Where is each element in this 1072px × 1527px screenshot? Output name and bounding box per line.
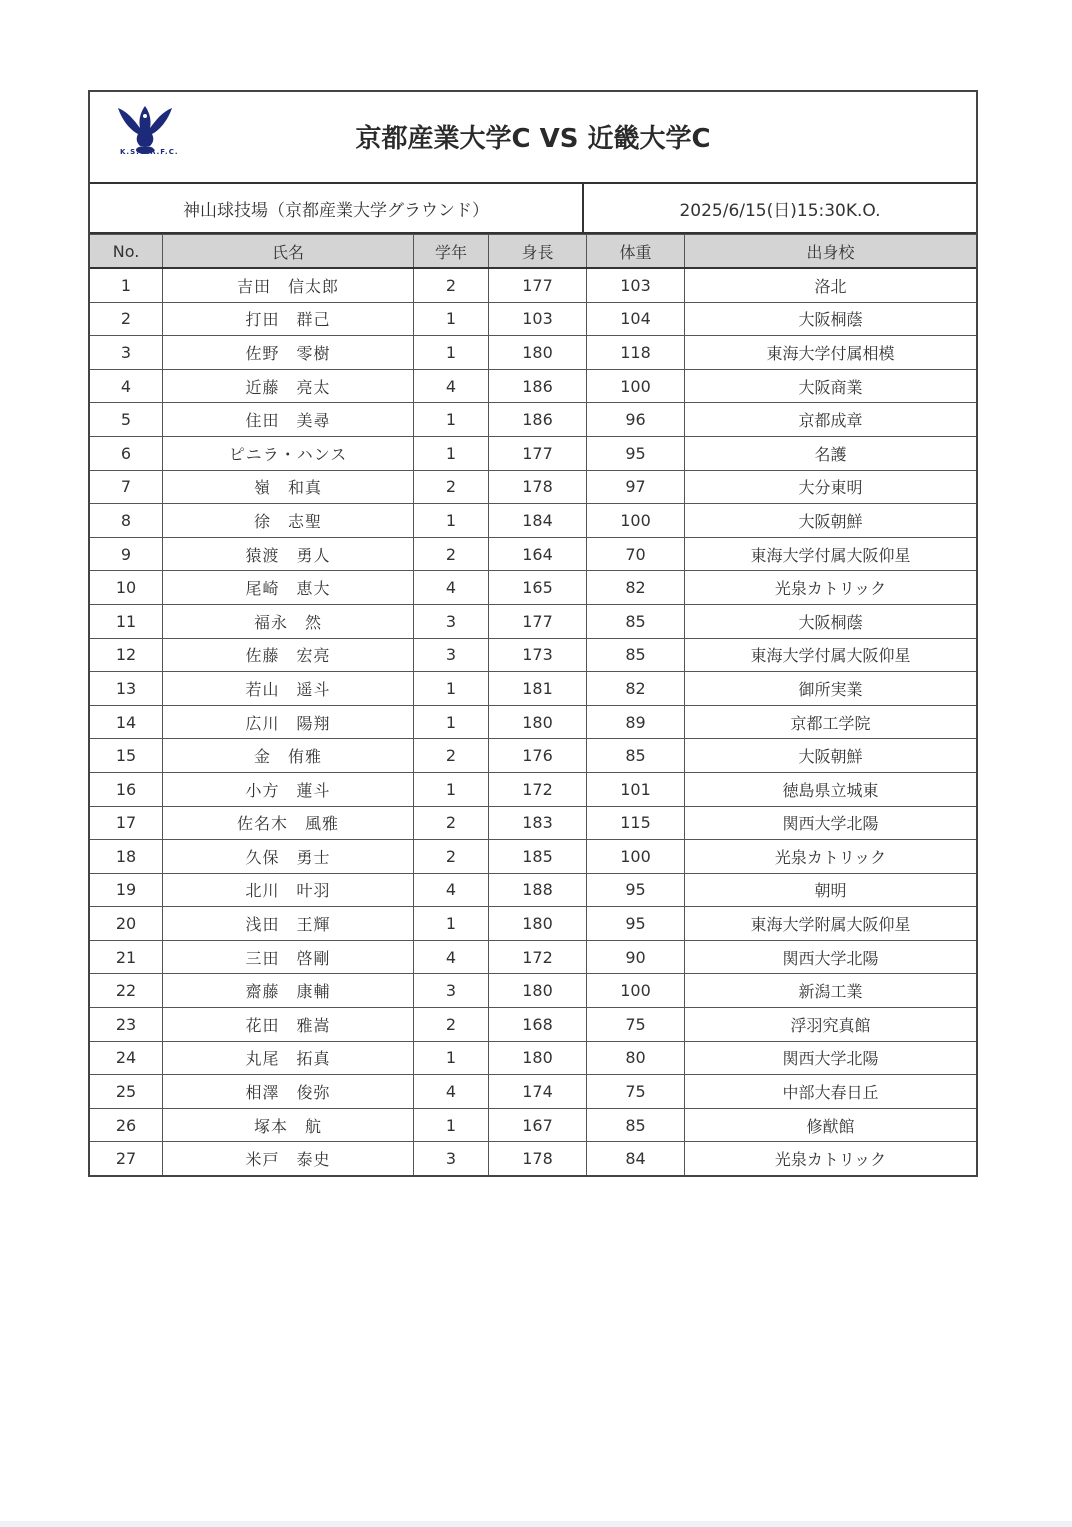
player-number: 13 (90, 672, 163, 706)
player-height: 174 (489, 1075, 587, 1109)
table-row (90, 436, 976, 470)
player-name: 齋藤 康輔 (163, 974, 414, 1008)
player-school: 東海大学付属大阪仰星 (685, 638, 977, 672)
player-weight: 85 (587, 1108, 685, 1142)
column-header-name: 氏名 (163, 235, 414, 269)
player-name: ピニラ・ハンス (163, 436, 414, 470)
player-school: 大阪朝鮮 (685, 739, 977, 773)
player-name: 久保 勇士 (163, 840, 414, 874)
player-weight: 80 (587, 1041, 685, 1075)
player-weight: 95 (587, 907, 685, 941)
player-height: 172 (489, 940, 587, 974)
player-name: 広川 陽翔 (163, 705, 414, 739)
player-height: 103 (489, 302, 587, 336)
player-grade: 2 (414, 470, 489, 504)
player-grade: 1 (414, 672, 489, 706)
player-weight: 97 (587, 470, 685, 504)
player-school: 中部大春日丘 (685, 1075, 977, 1109)
player-school: 光泉カトリック (685, 571, 977, 605)
player-height: 167 (489, 1108, 587, 1142)
player-school: 大阪桐蔭 (685, 302, 977, 336)
player-number: 11 (90, 604, 163, 638)
column-header-school: 出身校 (685, 235, 977, 269)
player-weight: 75 (587, 1075, 685, 1109)
player-school: 大阪朝鮮 (685, 504, 977, 538)
player-height: 186 (489, 403, 587, 437)
table-row (90, 1142, 976, 1175)
player-height: 180 (489, 1041, 587, 1075)
table-row (90, 638, 976, 672)
player-height: 180 (489, 705, 587, 739)
roster-body (90, 268, 976, 1175)
table-row (90, 840, 976, 874)
player-grade: 3 (414, 974, 489, 1008)
table-row (90, 504, 976, 538)
player-height: 165 (489, 571, 587, 605)
player-height: 176 (489, 739, 587, 773)
player-height: 186 (489, 369, 587, 403)
player-weight: 104 (587, 302, 685, 336)
player-school: 新潟工業 (685, 974, 977, 1008)
player-name: 北川 叶羽 (163, 873, 414, 907)
player-grade: 2 (414, 840, 489, 874)
player-name: 小方 蓮斗 (163, 772, 414, 806)
player-number: 18 (90, 840, 163, 874)
player-school: 浮羽究真館 (685, 1008, 977, 1042)
player-grade: 1 (414, 336, 489, 370)
player-height: 188 (489, 873, 587, 907)
player-grade: 2 (414, 1008, 489, 1042)
page-title: 京都産業大学C VS 近畿大学C (355, 124, 711, 154)
player-school: 関西大学北陽 (685, 940, 977, 974)
player-height: 173 (489, 638, 587, 672)
player-number: 15 (90, 739, 163, 773)
player-school: 洛北 (685, 268, 977, 302)
player-number: 9 (90, 537, 163, 571)
player-number: 24 (90, 1041, 163, 1075)
column-header-no: No. (90, 235, 163, 269)
player-grade: 1 (414, 907, 489, 941)
table-row (90, 1075, 976, 1109)
table-row (90, 1041, 976, 1075)
player-weight: 75 (587, 1008, 685, 1042)
player-school: 名護 (685, 436, 977, 470)
player-grade: 2 (414, 806, 489, 840)
player-height: 178 (489, 470, 587, 504)
player-grade: 4 (414, 940, 489, 974)
player-school: 大阪商業 (685, 369, 977, 403)
player-grade: 3 (414, 604, 489, 638)
player-number: 3 (90, 336, 163, 370)
column-header-height: 身長 (489, 235, 587, 269)
player-name: 金 侑雅 (163, 739, 414, 773)
player-name: 花田 雅嵩 (163, 1008, 414, 1042)
player-height: 180 (489, 974, 587, 1008)
player-name: 尾崎 恵大 (163, 571, 414, 605)
table-row (90, 1108, 976, 1142)
player-number: 8 (90, 504, 163, 538)
player-number: 4 (90, 369, 163, 403)
player-grade: 1 (414, 772, 489, 806)
player-number: 22 (90, 974, 163, 1008)
player-weight: 84 (587, 1142, 685, 1175)
player-school: 京都成章 (685, 403, 977, 437)
player-number: 17 (90, 806, 163, 840)
player-height: 183 (489, 806, 587, 840)
player-weight: 95 (587, 436, 685, 470)
player-grade: 2 (414, 537, 489, 571)
player-school: 徳島県立城東 (685, 772, 977, 806)
table-row (90, 604, 976, 638)
player-name: 塚本 航 (163, 1108, 414, 1142)
player-number: 14 (90, 705, 163, 739)
player-school: 東海大学附属大阪仰星 (685, 907, 977, 941)
player-weight: 70 (587, 537, 685, 571)
player-name: 猿渡 勇人 (163, 537, 414, 571)
player-height: 181 (489, 672, 587, 706)
player-height: 172 (489, 772, 587, 806)
table-row (90, 403, 976, 437)
player-school: 光泉カトリック (685, 1142, 977, 1175)
player-grade: 2 (414, 268, 489, 302)
table-row (90, 571, 976, 605)
player-number: 7 (90, 470, 163, 504)
player-name: 吉田 信太郎 (163, 268, 414, 302)
player-height: 177 (489, 604, 587, 638)
player-weight: 103 (587, 268, 685, 302)
player-weight: 118 (587, 336, 685, 370)
player-weight: 100 (587, 504, 685, 538)
table-row (90, 268, 976, 302)
table-row (90, 739, 976, 773)
player-weight: 115 (587, 806, 685, 840)
player-height: 177 (489, 436, 587, 470)
player-name: 佐藤 宏亮 (163, 638, 414, 672)
player-height: 168 (489, 1008, 587, 1042)
player-weight: 82 (587, 672, 685, 706)
player-name: 浅田 王輝 (163, 907, 414, 941)
player-school: 御所実業 (685, 672, 977, 706)
player-school: 東海大学付属相模 (685, 336, 977, 370)
player-name: 丸尾 拓真 (163, 1041, 414, 1075)
table-row (90, 302, 976, 336)
player-number: 20 (90, 907, 163, 941)
player-grade: 3 (414, 1142, 489, 1175)
player-number: 19 (90, 873, 163, 907)
player-weight: 101 (587, 772, 685, 806)
player-school: 修猷館 (685, 1108, 977, 1142)
player-number: 12 (90, 638, 163, 672)
table-header-row (90, 235, 976, 269)
table-row (90, 974, 976, 1008)
player-height: 178 (489, 1142, 587, 1175)
player-weight: 100 (587, 840, 685, 874)
player-number: 27 (90, 1142, 163, 1175)
player-name: 相澤 俊弥 (163, 1075, 414, 1109)
player-name: 米戸 泰史 (163, 1142, 414, 1175)
player-weight: 100 (587, 974, 685, 1008)
player-weight: 85 (587, 604, 685, 638)
player-name: 住田 美尋 (163, 403, 414, 437)
player-grade: 3 (414, 638, 489, 672)
player-height: 180 (489, 907, 587, 941)
table-row (90, 705, 976, 739)
player-school: 朝明 (685, 873, 977, 907)
player-school: 関西大学北陽 (685, 1041, 977, 1075)
table-row (90, 873, 976, 907)
player-number: 6 (90, 436, 163, 470)
player-weight: 85 (587, 638, 685, 672)
table-row (90, 336, 976, 370)
bottom-strip (0, 1521, 1072, 1527)
player-number: 1 (90, 268, 163, 302)
player-weight: 90 (587, 940, 685, 974)
player-school: 京都工学院 (685, 705, 977, 739)
player-number: 21 (90, 940, 163, 974)
player-school: 大分東明 (685, 470, 977, 504)
player-school: 関西大学北陽 (685, 806, 977, 840)
player-weight: 82 (587, 571, 685, 605)
player-grade: 1 (414, 403, 489, 437)
player-name: 嶺 和真 (163, 470, 414, 504)
player-grade: 4 (414, 1075, 489, 1109)
player-number: 23 (90, 1008, 163, 1042)
player-number: 16 (90, 772, 163, 806)
player-grade: 1 (414, 436, 489, 470)
player-weight: 89 (587, 705, 685, 739)
player-grade: 1 (414, 705, 489, 739)
table-row (90, 806, 976, 840)
player-number: 2 (90, 302, 163, 336)
player-number: 26 (90, 1108, 163, 1142)
player-name: 徐 志聖 (163, 504, 414, 538)
title-row (90, 92, 976, 184)
table-row (90, 470, 976, 504)
player-school: 東海大学付属大阪仰星 (685, 537, 977, 571)
table-row (90, 672, 976, 706)
column-header-grade: 学年 (414, 235, 489, 269)
table-row (90, 369, 976, 403)
player-name: 福永 然 (163, 604, 414, 638)
kickoff-datetime: 2025/6/15(日)15:30K.O. (679, 200, 881, 221)
roster-table (90, 234, 976, 1175)
player-height: 177 (489, 268, 587, 302)
player-weight: 100 (587, 369, 685, 403)
player-name: 佐野 零樹 (163, 336, 414, 370)
player-height: 185 (489, 840, 587, 874)
player-height: 184 (489, 504, 587, 538)
player-name: 若山 遥斗 (163, 672, 414, 706)
player-grade: 1 (414, 302, 489, 336)
roster-sheet (88, 90, 978, 1177)
player-height: 164 (489, 537, 587, 571)
player-height: 180 (489, 336, 587, 370)
player-grade: 1 (414, 1041, 489, 1075)
table-row (90, 907, 976, 941)
player-school: 光泉カトリック (685, 840, 977, 874)
logo-text: K.S.U.R.F.C. (120, 148, 179, 156)
table-row (90, 537, 976, 571)
player-name: 打田 群己 (163, 302, 414, 336)
venue: 神山球技場（京都産業大学グラウンド） (90, 184, 584, 232)
player-number: 10 (90, 571, 163, 605)
player-grade: 4 (414, 571, 489, 605)
match-info-row (90, 184, 976, 234)
player-number: 25 (90, 1075, 163, 1109)
player-grade: 4 (414, 873, 489, 907)
player-grade: 2 (414, 739, 489, 773)
player-school: 大阪桐蔭 (685, 604, 977, 638)
column-header-weight: 体重 (587, 235, 685, 269)
table-row (90, 1008, 976, 1042)
player-number: 5 (90, 403, 163, 437)
player-weight: 95 (587, 873, 685, 907)
player-weight: 96 (587, 403, 685, 437)
player-name: 近藤 亮太 (163, 369, 414, 403)
player-grade: 1 (414, 1108, 489, 1142)
player-weight: 85 (587, 739, 685, 773)
player-grade: 4 (414, 369, 489, 403)
player-name: 三田 啓剛 (163, 940, 414, 974)
player-grade: 1 (414, 504, 489, 538)
table-row (90, 772, 976, 806)
player-name: 佐名木 風雅 (163, 806, 414, 840)
table-row (90, 940, 976, 974)
